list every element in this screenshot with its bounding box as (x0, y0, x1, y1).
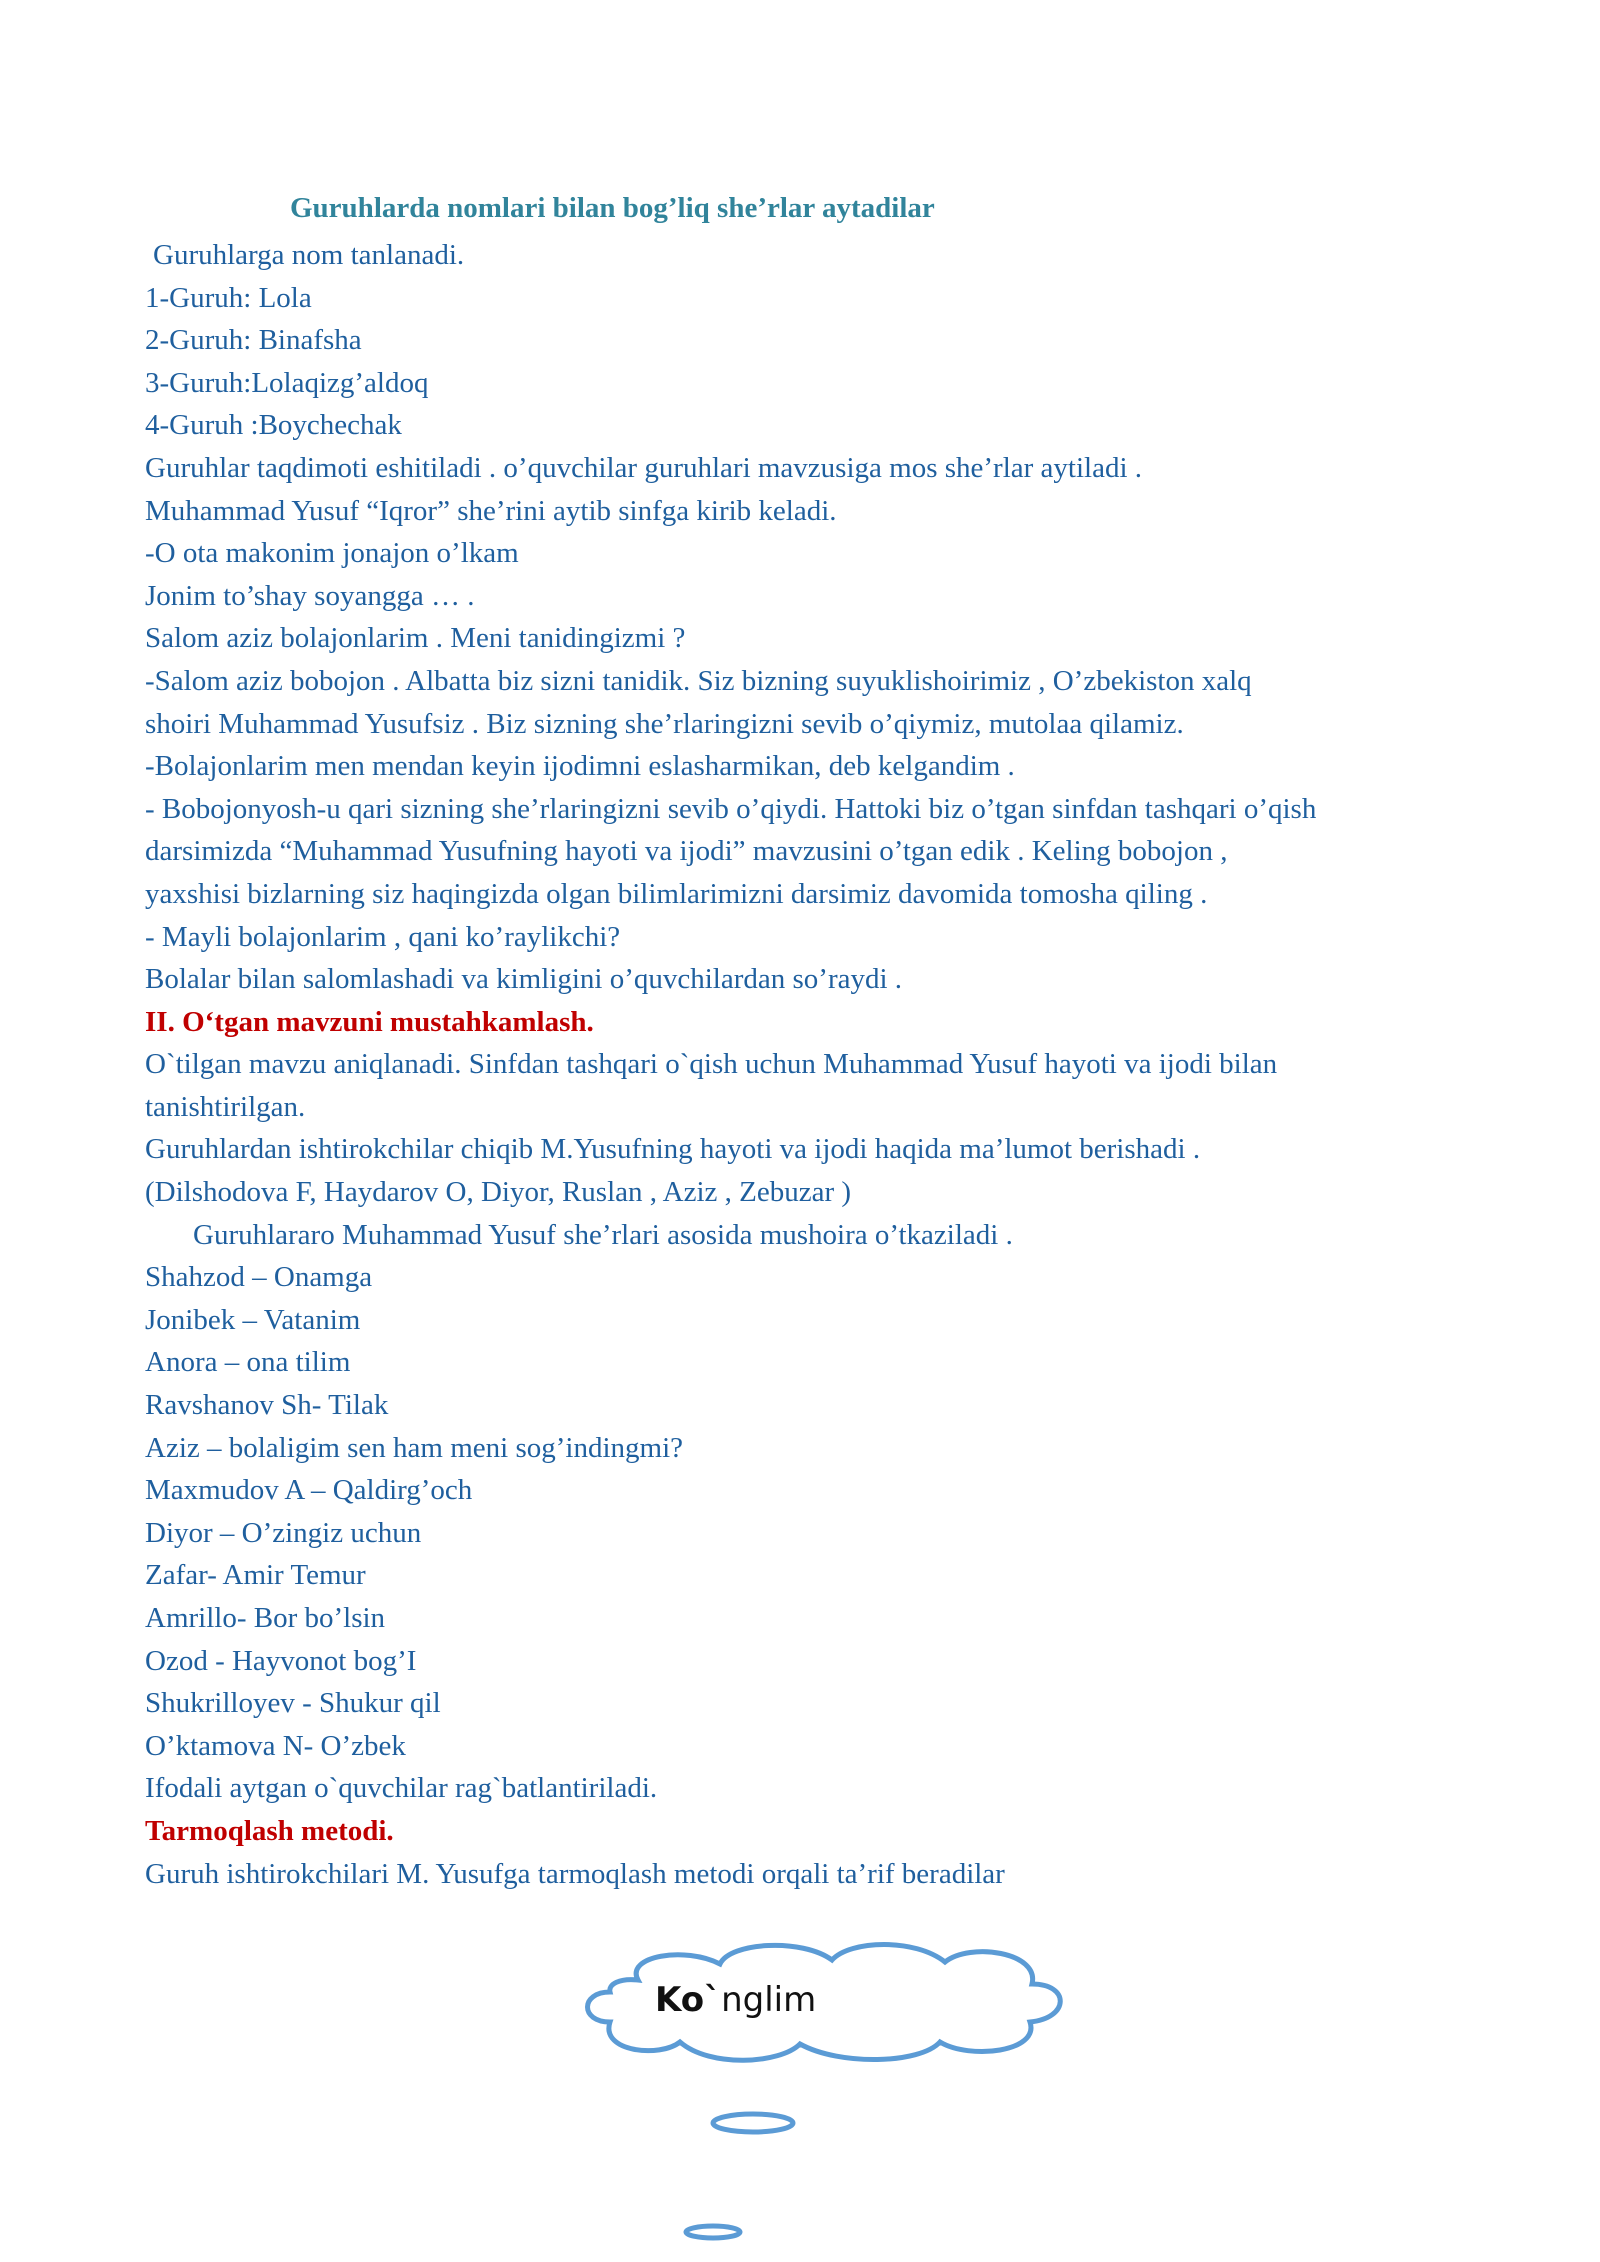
page-title: Guruhlarda nomlari bilan bog’liq she’rlar aytadilar (290, 192, 935, 224)
thought-cloud (570, 1940, 1080, 2070)
list-item: Jonibek – Vatanim (145, 1303, 361, 1336)
text-line: -Bolajonlarim men mendan keyin ijodimni eslasharmikan, deb kelgandim . (145, 750, 1015, 783)
list-item: Ozod - Hayvonot bog’I (145, 1644, 417, 1677)
text-line: - Bobojonyosh-u qari sizning she’rlaringizni sevib o’qiydi. Hattoki biz o’tgan sinfdan tashqari o’qish (145, 792, 1317, 825)
text-line: Guruh ishtirokchilari M. Yusufga tarmoqlash metodi orqali ta’rif beradilar (145, 1857, 1005, 1890)
text-line: Muhammad Yusuf “Iqror” she’rini aytib sinfga kirib keladi. (145, 494, 837, 527)
text-line: darsimizda “Muhammad Yusufning hayoti va ijodi” mavzusini o’tgan edik . Keling bobojon , (145, 835, 1228, 868)
text-line: Ifodali aytgan o`quvchilar rag`batlantiriladi. (145, 1772, 658, 1805)
list-item: Zafar- Amir Temur (145, 1559, 366, 1592)
text-line: O`tilgan mavzu aniqlanadi. Sinfdan tashqari o`qish uchun Muhammad Yusuf hayoti va ijodi bilan (145, 1048, 1278, 1081)
thought-bubble-small (680, 2220, 746, 2244)
text-line: 1-Guruh: Lola (145, 281, 312, 314)
text-line: yaxshisi bizlarning siz haqingizda olgan bilimlarimizni darsimiz davomida tomosha qiling . (145, 877, 1208, 910)
text-line: Guruhlardan ishtirokchilar chiqib M.Yusufning hayoti va ijodi haqida ma’lumot berishadi . (145, 1133, 1201, 1166)
document-body (145, 234, 1465, 1895)
text-line: Guruhlar taqdimoti eshitiladi . o’quvchilar guruhlari mavzusiga mos she’rlar aytiladi . (145, 451, 1143, 484)
list-item: O’ktamova N- O’zbek (145, 1729, 406, 1762)
text-line: -Salom aziz bobojon . Albatta biz sizni tanidik. Siz bizning suyuklishoirimiz , O’zbekiston xalq (145, 664, 1252, 697)
text-line: Salom aziz bolajonlarim . Meni tanidingizmi ? (145, 622, 686, 655)
list-item: Amrillo- Bor bo’lsin (145, 1602, 386, 1634)
text-line: 4-Guruh :Boychechak (145, 409, 402, 442)
text-line: Guruhlarga nom tanlanadi. (153, 239, 465, 271)
list-item: Anora – ona tilim (145, 1346, 351, 1379)
list-item: Ravshanov Sh- Tilak (145, 1389, 389, 1422)
cloud-shape (570, 1940, 1080, 2070)
list-item: Shukrilloyev - Shukur qil (145, 1687, 441, 1720)
cloud-label (655, 1980, 816, 2020)
text-line: 2-Guruh: Binafsha (145, 324, 362, 357)
list-item: Diyor – O’zingiz uchun (145, 1516, 422, 1549)
text-line: 3-Guruh:Lolaqizg’aldoq (145, 366, 429, 399)
cloud-label-rest: nglim (721, 1980, 817, 2020)
text-line: (Dilshodova F, Haydarov O, Diyor, Ruslan , Aziz , Zebuzar ) (145, 1176, 852, 1209)
cloud-label-bold: Ko` (655, 1980, 722, 2020)
text-line: Guruhlararo Muhammad Yusuf she’rlari asosida mushoira o’tkaziladi . (193, 1218, 1013, 1251)
section-title: Tarmoqlash metodi. (145, 1814, 394, 1847)
text-line: Bolalar bilan salomlashadi va kimligini o’quvchilardan so’raydi . (145, 963, 903, 996)
list-item: Maxmudov A – Qaldirg’och (145, 1474, 473, 1507)
thought-bubble-large (708, 2108, 798, 2138)
list-item: Shahzod – Onamga (145, 1261, 373, 1294)
text-line: Jonim to’shay soyangga … . (145, 579, 475, 612)
text-line: shoiri Muhammad Yusufsiz . Biz sizning she’rlaringizni sevib o’qiymiz, mutolaa qilamiz. (145, 707, 1184, 740)
text-line: tanishtirilgan. (145, 1090, 306, 1123)
list-item: Aziz – bolaligim sen ham meni sog’indingmi? (145, 1431, 684, 1464)
text-line: -O ota makonim jonajon o’lkam (145, 537, 519, 570)
section-title: II. O‘tgan mavzuni mustahkamlash. (145, 1005, 594, 1038)
text-line: - Mayli bolajonlarim , qani ko’raylikchi? (145, 920, 621, 953)
